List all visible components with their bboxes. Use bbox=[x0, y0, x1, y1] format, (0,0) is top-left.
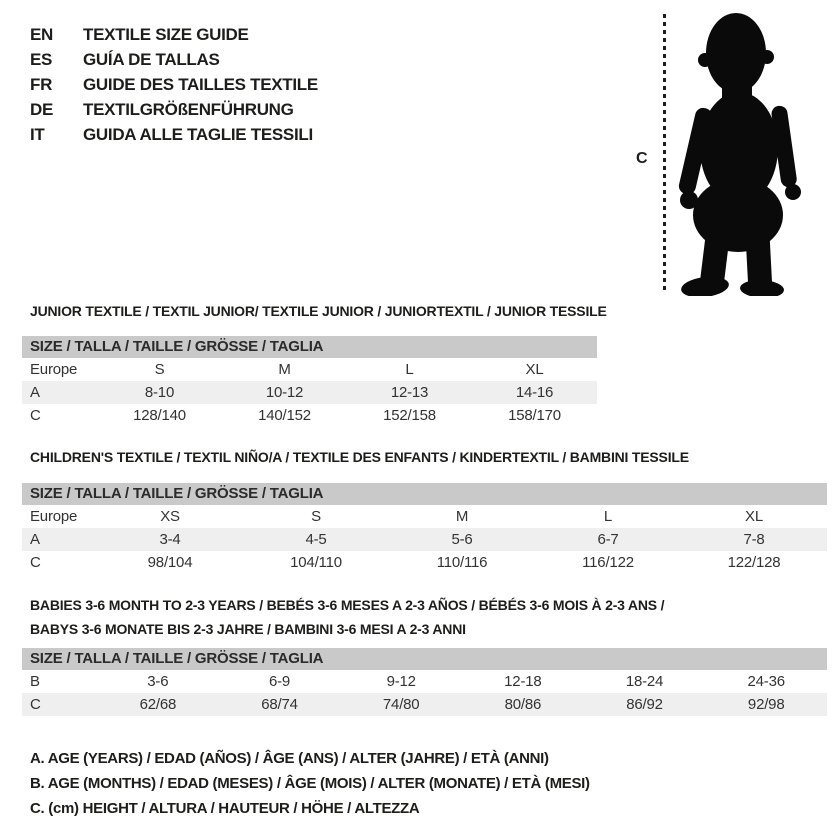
cell: 110/116 bbox=[436, 554, 488, 571]
table-row bbox=[22, 693, 827, 716]
cell: 10-12 bbox=[265, 384, 304, 401]
cell: 104/110 bbox=[290, 554, 342, 571]
babies-size-table bbox=[22, 648, 827, 716]
cell: 14-16 bbox=[515, 384, 554, 401]
size-header-bar: SIZE / TALLA / TAILLE / GRÖSSE / TAGLIA bbox=[22, 336, 597, 358]
cell: XL bbox=[525, 361, 544, 378]
footnote-a: A. AGE (YEARS) / EDAD (AÑOS) / ÂGE (ANS) / ALTER (JAHRE) / ETÀ (ANNI) bbox=[30, 750, 549, 767]
row-label: A bbox=[30, 531, 40, 548]
table-row bbox=[22, 505, 827, 528]
row-label: C bbox=[30, 554, 41, 571]
height-measure-line bbox=[663, 14, 666, 294]
cell: M bbox=[278, 361, 291, 378]
lang-code: FR bbox=[30, 75, 53, 94]
lang-code: ES bbox=[30, 50, 53, 69]
cell: XS bbox=[160, 508, 180, 525]
size-header-bar: SIZE / TALLA / TAILLE / GRÖSSE / TAGLIA bbox=[22, 483, 827, 505]
row-label: Europe bbox=[30, 361, 78, 378]
row-label: B bbox=[30, 673, 40, 690]
size-header-bar: SIZE / TALLA / TAILLE / GRÖSSE / TAGLIA bbox=[22, 648, 827, 670]
footnote-c: C. (cm) HEIGHT / ALTURA / HAUTEUR / HÖHE / ALTEZZA bbox=[30, 800, 420, 817]
cell: 9-12 bbox=[386, 673, 416, 690]
junior-section-title: JUNIOR TEXTILE / TEXTIL JUNIOR/ TEXTILE JUNIOR / JUNIORTEXTIL / JUNIOR TESSILE bbox=[30, 303, 607, 319]
table-row bbox=[22, 381, 597, 404]
lang-label: GUIDA ALLE TAGLIE TESSILI bbox=[83, 125, 313, 144]
lang-label: TEXTILE SIZE GUIDE bbox=[83, 25, 249, 44]
table-row bbox=[22, 670, 827, 693]
children-size-table bbox=[22, 483, 827, 574]
cell: 4-5 bbox=[305, 531, 327, 548]
table-row bbox=[22, 528, 827, 551]
cell: S bbox=[154, 361, 165, 378]
table-row bbox=[22, 404, 597, 427]
row-label: C bbox=[30, 407, 41, 424]
lang-label: TEXTILGRÖßENFÜHRUNG bbox=[83, 100, 294, 119]
cell: 158/170 bbox=[508, 407, 561, 424]
lang-label: GUÍA DE TALLAS bbox=[83, 50, 220, 69]
language-title-list bbox=[30, 22, 318, 147]
height-measure-label: C bbox=[636, 150, 648, 167]
cell: 86/92 bbox=[626, 696, 663, 713]
cell: 62/68 bbox=[139, 696, 177, 713]
cell: 128/140 bbox=[133, 407, 186, 424]
row-label: A bbox=[30, 384, 40, 401]
cell: 116/122 bbox=[582, 554, 634, 571]
babies-section-title bbox=[30, 593, 810, 641]
lang-row-en bbox=[30, 22, 318, 47]
cell: 122/128 bbox=[727, 554, 781, 571]
cell: 68/74 bbox=[261, 696, 298, 713]
cell: 152/158 bbox=[383, 407, 436, 424]
junior-size-table bbox=[22, 336, 597, 427]
cell: 98/104 bbox=[147, 554, 193, 571]
cell: 92/98 bbox=[747, 696, 785, 713]
cell: L bbox=[603, 508, 613, 525]
cell: M bbox=[455, 508, 469, 525]
lang-label: GUIDE DES TAILLES TEXTILE bbox=[83, 75, 318, 94]
cell: 6-7 bbox=[597, 531, 619, 548]
footnote-b: B. AGE (MONTHS) / EDAD (MESES) / ÂGE (MOIS) / ALTER (MONATE) / ETÀ (MESI) bbox=[30, 775, 590, 792]
row-label: C bbox=[30, 696, 41, 713]
cell: 6-9 bbox=[268, 673, 291, 690]
lang-row-de bbox=[30, 97, 318, 122]
cell: 12-18 bbox=[504, 673, 542, 690]
lang-row-fr bbox=[30, 72, 318, 97]
lang-row-it bbox=[30, 122, 318, 147]
lang-row-es bbox=[30, 47, 318, 72]
babies-title-line1: BABIES 3-6 MONTH TO 2-3 YEARS / BEBÉS 3-6 MESES A 2-3 AÑOS / BÉBÉS 3-6 MOIS À 2-3 ANS / bbox=[30, 597, 665, 613]
cell: 3-6 bbox=[147, 673, 169, 690]
cell: 3-4 bbox=[159, 531, 181, 548]
babies-title-line2: BABYS 3-6 MONATE BIS 2-3 JAHRE / BAMBINI 3-6 MESI A 2-3 ANNI bbox=[30, 621, 466, 637]
lang-code: DE bbox=[30, 100, 54, 119]
cell: 140/152 bbox=[258, 407, 311, 424]
lang-code: IT bbox=[30, 125, 45, 144]
cell: 74/80 bbox=[382, 696, 420, 713]
cell: 24-36 bbox=[747, 673, 785, 690]
cell: 7-8 bbox=[743, 531, 765, 548]
cell: S bbox=[311, 508, 321, 525]
cell: L bbox=[405, 361, 414, 378]
children-section-title: CHILDREN'S TEXTILE / TEXTIL NIÑO/A / TEXTILE DES ENFANTS / KINDERTEXTIL / BAMBINI TESSILE bbox=[30, 449, 689, 465]
cell: 8-10 bbox=[144, 384, 175, 401]
cell: 80/86 bbox=[504, 696, 542, 713]
table-row bbox=[22, 358, 597, 381]
cell: 5-6 bbox=[451, 531, 473, 548]
table-row bbox=[22, 551, 827, 574]
footnotes bbox=[30, 746, 590, 821]
toddler-silhouette-icon bbox=[676, 8, 808, 296]
row-label: Europe bbox=[30, 508, 78, 525]
cell: 18-24 bbox=[625, 673, 664, 690]
lang-code: EN bbox=[30, 25, 54, 44]
cell: 12-13 bbox=[390, 384, 429, 401]
cell: XL bbox=[745, 508, 763, 525]
